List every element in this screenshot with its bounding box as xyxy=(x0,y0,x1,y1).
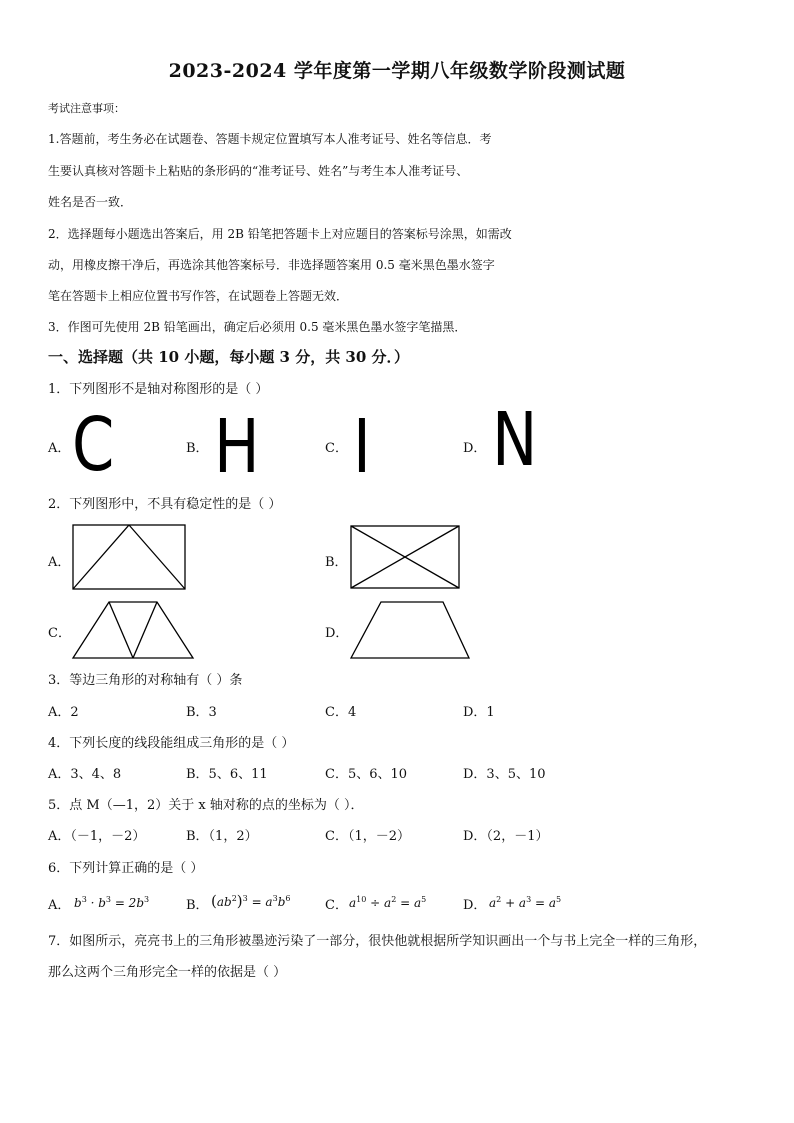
q3-option-c: C．4 xyxy=(325,705,357,720)
q1-letter-h: H xyxy=(214,404,260,490)
question-5-stem: 5．点 M（—1，2）关于 x 轴对称的点的坐标为（ ）． xyxy=(48,798,364,813)
q4-option-d: D．3、5、10 xyxy=(463,767,546,782)
notice-line: 2．选择题每小题选出答案后，用 2B 铅笔把答题卡上对应题目的答案标号涂黑，如需改 xyxy=(48,227,512,241)
q1-letter-i: I xyxy=(353,404,371,490)
notice-line: 1.答题前，考生务必在试题卷、答题卡规定位置填写本人准考证号、姓名等信息．考 xyxy=(48,132,492,146)
q6-formula-d: $a^2 + a^3 = a^5$ xyxy=(489,895,562,910)
notice-line: 动，用橡皮擦干净后，再选涂其他答案标号．非选择题答案用 0.5 毫米黑色墨水签字 xyxy=(48,258,495,272)
q1-option-c-label: C． xyxy=(325,441,348,456)
q3-option-d: D．1 xyxy=(463,705,495,720)
q6-option-a-label: A． xyxy=(48,898,71,913)
question-2-stem: 2．下列图形中，不具有稳定性的是（ ） xyxy=(48,497,282,512)
q2-figure-c-trapezoid-triangles xyxy=(72,601,194,659)
notice-line: 姓名是否一致． xyxy=(48,195,133,209)
q2-figure-b-rectangle-diagonals xyxy=(350,525,460,589)
q6-formula-a: $b^3 \cdot b^3 = 2b^3$ xyxy=(74,895,150,910)
q2-option-c-label: C． xyxy=(48,626,71,641)
q2-option-a-label: A． xyxy=(48,555,71,570)
notice-line: 笔在答题卡上相应位置书写作答，在试题卷上答题无效． xyxy=(48,289,349,303)
q1-letter-n: N xyxy=(492,397,538,483)
section-heading-choice: 一、选择题（共 10 小题，每小题 3 分，共 30 分．） xyxy=(48,348,410,366)
q2-figure-d-trapezoid xyxy=(350,601,470,659)
q1-option-a-label: A． xyxy=(48,441,71,456)
q5-option-a: A．（－1，－2） xyxy=(48,829,146,844)
question-7-stem-line-1: 7．如图所示，亮亮书上的三角形被墨迹污染了一部分，很快他就根据所学知识画出一个与书上完全一样的三角形， xyxy=(48,934,707,949)
q5-option-d: D．（2，－1） xyxy=(463,829,549,844)
q6-formula-c: $a^{10} \div a^2 = a^5$ xyxy=(349,895,427,910)
question-6-stem: 6．下列计算正确的是（ ） xyxy=(48,861,204,876)
page-title: 2023-2024 学年度第一学期八年级数学阶段测试题 xyxy=(168,60,626,82)
q4-option-c: C．5、6、10 xyxy=(325,767,408,782)
q1-option-d-label: D． xyxy=(463,441,487,456)
q6-option-c-label: C． xyxy=(325,898,348,913)
q6-option-b-label: B． xyxy=(186,898,209,913)
q2-option-b-label: B． xyxy=(325,555,348,570)
q4-option-a: A．3、4、8 xyxy=(48,767,122,782)
notice-heading: 考试注意事项： xyxy=(48,102,125,115)
q2-option-d-label: D． xyxy=(325,626,349,641)
question-1-stem: 1．下列图形不是轴对称图形的是（ ） xyxy=(48,382,269,397)
q3-option-a: A．2 xyxy=(48,705,79,720)
question-4-stem: 4．下列长度的线段能组成三角形的是（ ） xyxy=(48,736,295,751)
question-7-stem-line-2: 那么这两个三角形完全一样的依据是（ ） xyxy=(48,965,287,980)
q5-option-c: C．（1，－2） xyxy=(325,829,410,844)
q1-letter-c: C xyxy=(72,402,115,488)
notice-line: 生要认真核对答题卡上粘贴的条形码的“准考证号、姓名”与考生本人准考证号、 xyxy=(48,164,469,178)
q4-option-b: B．5、6、11 xyxy=(186,767,268,782)
q2-figure-a-rectangle-triangle xyxy=(72,524,186,590)
q5-option-b: B．（1，2） xyxy=(186,829,258,844)
q3-option-b: B．3 xyxy=(186,705,217,720)
q1-option-b-label: B． xyxy=(186,441,209,456)
q6-option-d-label: D． xyxy=(463,898,487,913)
notice-line: 3．作图可先使用 2B 铅笔画出，确定后必须用 0.5 毫米黑色墨水签字笔描黑． xyxy=(48,320,467,334)
q6-formula-b: $(ab^2)^3 = a^3b^6$ xyxy=(211,892,291,910)
question-3-stem: 3．等边三角形的对称轴有（ ）条 xyxy=(48,673,243,688)
